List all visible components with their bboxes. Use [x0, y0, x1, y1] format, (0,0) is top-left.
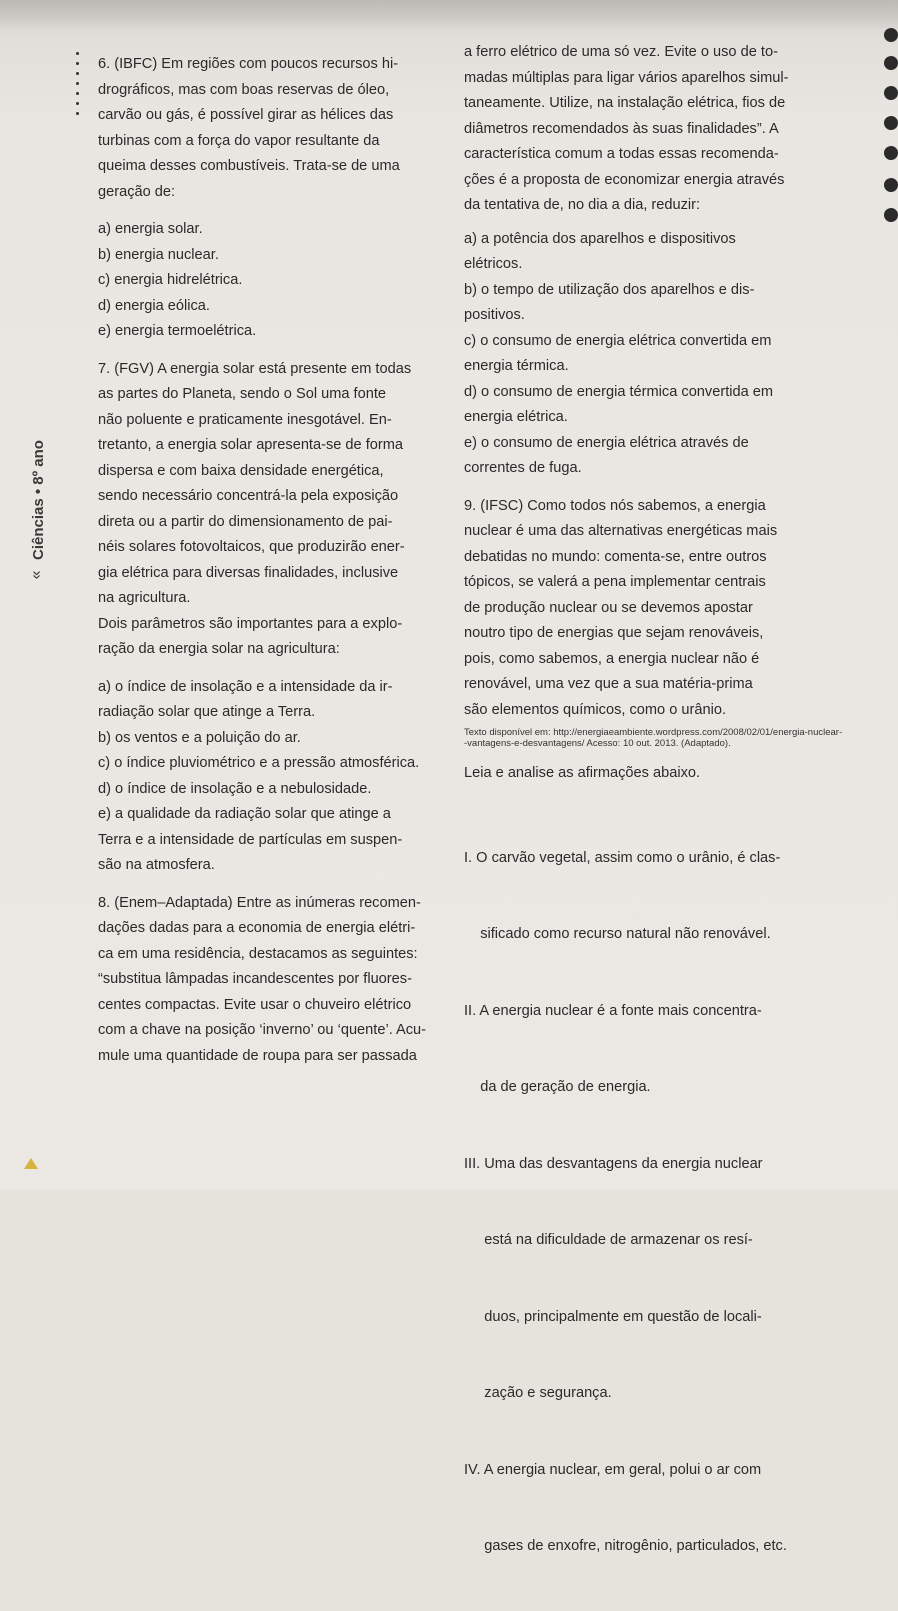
- option: são na atmosfera.: [98, 857, 215, 873]
- instruction-text: Leia e analise as afirmações abaixo.: [464, 765, 701, 781]
- text-line: 9. (IFSC) Como todos nós sabemos, a energia: [464, 497, 766, 514]
- text-line: taneamente. Utilize, na instalação elétrica, fios de: [464, 95, 786, 111]
- citation-line: Texto disponível em: http://energiaeambiente.wordpress.com/2008/02/01/energia-nuclear-: [464, 727, 843, 738]
- question-7: [98, 357, 460, 663]
- text-line: gia elétrica para diversas finalidades, inclusive: [98, 564, 399, 581]
- text-line: de produção nuclear ou se devemos apostar: [464, 599, 753, 616]
- text-line: tópicos, se valerá a pena implementar centrais: [464, 574, 766, 590]
- text-line: Dois parâmetros são importantes para a explo-: [98, 615, 403, 632]
- page-top-shadow: [0, 0, 898, 30]
- question-8: [98, 891, 460, 1070]
- text-line: ração da energia solar na agricultura:: [98, 641, 340, 657]
- double-chevron-icon: »: [28, 570, 46, 580]
- text-line: carvão ou gás, é possível girar as hélices das: [98, 107, 394, 123]
- source-citation: [464, 727, 894, 749]
- text-line: 8. (Enem–Adaptada) Entre as inúmeras recomen-: [98, 894, 421, 911]
- text-line: geração de:: [98, 183, 176, 200]
- question-9-statements: [464, 795, 894, 1611]
- text-line: renovável, uma vez que a sua matéria-prima: [464, 676, 753, 692]
- option: correntes de fuga.: [464, 460, 582, 476]
- question-6: [98, 52, 460, 205]
- option: c) o consumo de energia elétrica convertida em: [464, 332, 772, 349]
- text-line: ções é a proposta de economizar energia através: [464, 171, 785, 188]
- question-8-options: [464, 227, 894, 482]
- option: elétricos.: [464, 256, 523, 272]
- text-line: tretanto, a energia solar apresenta-se de forma: [98, 437, 404, 453]
- statement-line: II. A energia nuclear é a fonte mais concentra-: [464, 1002, 762, 1019]
- text-line: 7. (FGV) A energia solar está presente em todas: [98, 360, 412, 377]
- text-line: diâmetros recomendados às suas finalidades”. A: [464, 120, 779, 137]
- statement-line: zação e segurança.: [464, 1385, 612, 1401]
- text-line: ca em uma residência, destacamos as seguintes:: [98, 945, 418, 962]
- option: e) o consumo de energia elétrica através de: [464, 434, 749, 451]
- text-line: característica comum a todas essas recomenda-: [464, 146, 779, 162]
- text-line: dispersa e com baixa densidade energética,: [98, 462, 384, 479]
- option: a) o índice de insolação e a intensidade da ir-: [98, 678, 393, 695]
- question-9: [464, 494, 894, 724]
- option: positivos.: [464, 307, 525, 323]
- statement-line: III. Uma das desvantagens da energia nuclear: [464, 1155, 763, 1172]
- text-line: noutro tipo de energias que sejam renováveis,: [464, 625, 764, 641]
- text-line: drográficos, mas com boas reservas de óleo,: [98, 81, 390, 98]
- option: c) o índice pluviométrico e a pressão atmosférica.: [98, 755, 420, 771]
- sidebar-label: Ciências • 8º ano: [30, 440, 47, 560]
- citation-line: -vantagens-e-desvantagens/ Acesso: 10 out. 2013. (Adaptado).: [464, 738, 731, 749]
- statement-line: gases de enxofre, nitrogênio, particulados, etc.: [464, 1538, 787, 1554]
- option: b) os ventos e a poluição do ar.: [98, 729, 301, 746]
- text-line: “substitua lâmpadas incandescentes por fluores-: [98, 971, 412, 987]
- option: e) energia termoelétrica.: [98, 323, 257, 339]
- option: energia elétrica.: [464, 409, 568, 425]
- option: radiação solar que atinge a Terra.: [98, 704, 316, 720]
- question-6-options: [98, 217, 460, 345]
- text-line: a ferro elétrico de uma só vez. Evite o uso de to-: [464, 44, 778, 60]
- option: a) energia solar.: [98, 221, 203, 237]
- option: b) o tempo de utilização dos aparelhos e dis-: [464, 281, 755, 298]
- statement-line: da de geração de energia.: [464, 1079, 651, 1095]
- text-line: turbinas com a força do vapor resultante da: [98, 132, 380, 149]
- text-line: centes compactas. Evite usar o chuveiro elétrico: [98, 996, 412, 1013]
- text-line: da tentativa de, no dia a dia, reduzir:: [464, 197, 701, 213]
- text-line: direta ou a partir do dimensionamento de pai-: [98, 513, 393, 530]
- text-line: as partes do Planeta, sendo o Sol uma fonte: [98, 386, 387, 402]
- option: d) energia eólica.: [98, 297, 210, 314]
- text-line: dações dadas para a economia de energia elétri-: [98, 920, 416, 936]
- statement-line: está na dificuldade de armazenar os resí-: [464, 1232, 753, 1248]
- text-line: pois, como sabemos, a energia nuclear não é: [464, 650, 760, 667]
- option: d) o consumo de energia térmica convertida em: [464, 383, 774, 400]
- text-line: queima desses combustíveis. Trata-se de uma: [98, 158, 400, 174]
- question-7-options: [98, 675, 460, 879]
- text-line: madas múltiplas para ligar vários aparelhos simul-: [464, 69, 789, 86]
- decorative-dots: [68, 52, 88, 122]
- text-line: nuclear é uma das alternativas energéticas mais: [464, 523, 778, 539]
- option: Terra e a intensidade de partículas em suspen-: [98, 831, 403, 848]
- sidebar-section-tab: [18, 380, 58, 610]
- statement-line: duos, principalmente em questão de locali-: [464, 1308, 762, 1325]
- statement-line: sificado como recurso natural não renovável.: [464, 926, 771, 942]
- option: a) a potência dos aparelhos e dispositivos: [464, 230, 736, 247]
- text-line: com a chave na posição ‘inverno’ ou ‘quente’. Acu-: [98, 1022, 427, 1038]
- left-column: [98, 52, 460, 1069]
- option: energia térmica.: [464, 358, 569, 374]
- right-column: [464, 40, 894, 1611]
- text-line: 6. (IBFC) Em regiões com poucos recursos hi-: [98, 56, 399, 72]
- question-8-continued: [464, 40, 894, 219]
- warning-triangle-icon: [24, 1158, 38, 1169]
- text-line: néis solares fotovoltaicos, que produzirão ener-: [98, 539, 405, 555]
- text-line: debatidas no mundo: comenta-se, entre outros: [464, 548, 767, 565]
- text-line: na agricultura.: [98, 590, 191, 606]
- option: e) a qualidade da radiação solar que atinge a: [98, 806, 391, 822]
- text-line: são elementos químicos, como o urânio.: [464, 701, 727, 718]
- text-line: mule uma quantidade de roupa para ser passada: [98, 1047, 417, 1064]
- option: b) energia nuclear.: [98, 246, 219, 263]
- text-line: não poluente e praticamente inesgotável. En-: [98, 411, 392, 428]
- statement-line: I. O carvão vegetal, assim como o urânio, é clas-: [464, 849, 781, 866]
- option: d) o índice de insolação e a nebulosidade.: [98, 780, 372, 797]
- text-line: sendo necessário concentrá-la pela exposição: [98, 488, 399, 504]
- statement-line: IV. A energia nuclear, em geral, polui o ar com: [464, 1461, 762, 1478]
- option: c) energia hidrelétrica.: [98, 272, 243, 288]
